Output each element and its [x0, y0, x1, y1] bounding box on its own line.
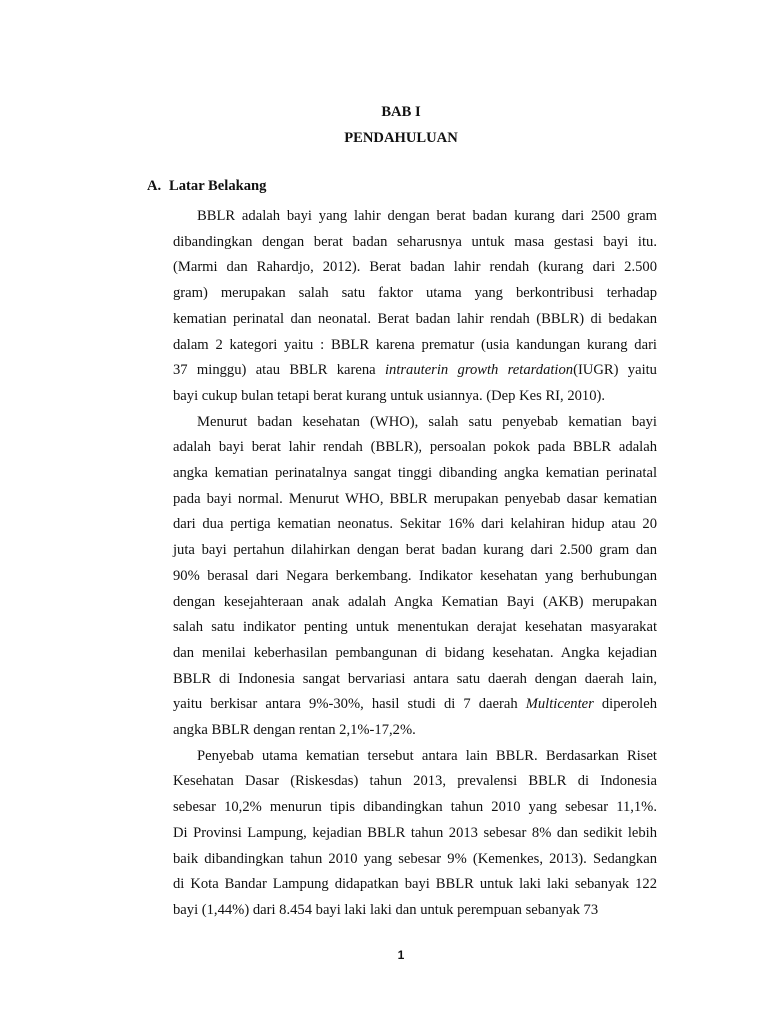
- text-line: [173, 358, 657, 384]
- text-line: [173, 384, 657, 410]
- text-run: bayi cukup bulan tetapi berat kurang untuk usiannya. (Dep Kes RI, 2010).: [173, 387, 606, 404]
- page-number: 1: [397, 948, 405, 962]
- text-run: baik dibandingkan tahun 2010 yang sebesar 9% (Kemenkes, 2013). Sedangkan: [173, 850, 657, 867]
- italic-term: Multicenter: [525, 696, 594, 713]
- text-run: angka kematian perinatalnya sangat tinggi dibanding angka kematian perinatal: [173, 465, 657, 482]
- text-line: [173, 230, 657, 256]
- text-run: dengan kesejahteraan anak adalah Angka Kematian Bayi (AKB) merupakan: [173, 593, 657, 610]
- text-line: [173, 769, 657, 795]
- section-heading: [147, 178, 266, 195]
- chapter-title: PENDAHULUAN: [344, 130, 458, 146]
- text-run: gram) merupakan salah satu faktor utama yang berkontribusi terhadap: [173, 285, 657, 302]
- text-line: [173, 692, 657, 718]
- text-line: [173, 307, 657, 333]
- text-run: Penyebab utama kematian tersebut antara lain BBLR. Berdasarkan Riset: [197, 747, 657, 764]
- text-line: [173, 538, 657, 564]
- text-run: di Kota Bandar Lampung didapatkan bayi BBLR untuk laki laki sebanyak 122: [173, 876, 657, 893]
- section-title: Latar Belakang: [169, 178, 267, 194]
- text-run: salah satu indikator penting untuk menentukan derajat kesehatan masyarakat: [173, 619, 657, 636]
- text-line: [173, 435, 657, 461]
- text-run: dibandingkan dengan berat badan seharusnya untuk masa gestasi bayi itu.: [173, 233, 657, 250]
- text-run: kematian perinatal dan neonatal. Berat badan lahir rendah (BBLR) di bedakan: [173, 310, 657, 327]
- text-line: [173, 667, 657, 693]
- text-run: dari dua pertiga kematian neonatus. Sekitar 16% dari kelahiran hidup atau 20: [173, 516, 657, 533]
- text-run: dalam 2 kategori yaitu : BBLR karena prematur (usia kandungan kurang dari: [173, 336, 657, 353]
- text-line: [173, 564, 657, 590]
- text-run: dan menilai keberhasilan pembangunan di bidang kesehatan. Angka kejadian: [173, 644, 657, 661]
- text-line: [173, 410, 657, 436]
- text-line: [173, 204, 657, 230]
- text-run: diperoleh: [593, 696, 658, 713]
- text-line: [173, 641, 657, 667]
- text-line: [173, 512, 657, 538]
- text-line: [173, 281, 657, 307]
- text-line: [173, 872, 657, 898]
- body-paragraph: [173, 744, 657, 924]
- text-line: [173, 744, 657, 770]
- text-line: [173, 795, 657, 821]
- body-paragraph: [173, 410, 657, 744]
- text-run: BBLR adalah bayi yang lahir dengan berat badan kurang dari 2500 gram: [197, 208, 657, 224]
- text-run: 90% berasal dari Negara berkembang. Indikator kesehatan yang berhubungan: [173, 567, 657, 584]
- text-line: [173, 487, 657, 513]
- text-run: juta bayi pertahun dilahirkan dengan berat badan kurang dari 2.500 gram dan: [173, 542, 657, 559]
- text-run: (IUGR) yaitu: [573, 362, 657, 379]
- text-line: [173, 718, 657, 744]
- text-line: [173, 898, 657, 924]
- section-number: A.: [147, 178, 162, 194]
- body-paragraph: [173, 204, 657, 410]
- text-line: [173, 590, 657, 616]
- text-run: pada bayi normal. Menurut WHO, BBLR merupakan penyebab dasar kematian: [173, 490, 657, 507]
- text-run: (Marmi dan Rahardjo, 2012). Berat badan lahir rendah (kurang dari 2.500: [173, 259, 657, 276]
- text-run: bayi (1,44%) dari 8.454 bayi laki laki dan untuk perempuan sebanyak 73: [173, 901, 599, 918]
- text-line: [173, 847, 657, 873]
- text-line: [173, 461, 657, 487]
- text-line: [173, 615, 657, 641]
- text-run: Kesehatan Dasar (Riskesdas) tahun 2013, prevalensi BBLR di Indonesia: [173, 773, 657, 790]
- italic-term: intrauterin growth retardation: [384, 362, 574, 379]
- text-run: BBLR di Indonesia sangat bervariasi antara satu daerah dengan daerah lain,: [173, 670, 657, 687]
- text-run: Di Provinsi Lampung, kejadian BBLR tahun 2013 sebesar 8% dan sedikit lebih: [173, 824, 657, 841]
- text-run: angka BBLR dengan rentan 2,1%-17,2%.: [173, 722, 416, 739]
- text-run: sebesar 10,2% menurun tipis dibandingkan tahun 2010 yang sebesar 11,1%.: [173, 799, 657, 816]
- text-run: adalah bayi berat lahir rendah (BBLR), persoalan pokok pada BBLR adalah: [173, 439, 657, 456]
- text-run: Menurut badan kesehatan (WHO), salah satu penyebab kematian bayi: [197, 413, 657, 430]
- text-line: [173, 333, 657, 359]
- text-line: [173, 255, 657, 281]
- body-text: [173, 204, 657, 924]
- chapter-label: BAB I: [381, 104, 421, 120]
- text-run: 37 minggu) atau BBLR karena: [173, 362, 385, 379]
- text-line: [173, 821, 657, 847]
- text-run: yaitu berkisar antara 9%-30%, hasil studi di 7 daerah: [173, 696, 526, 713]
